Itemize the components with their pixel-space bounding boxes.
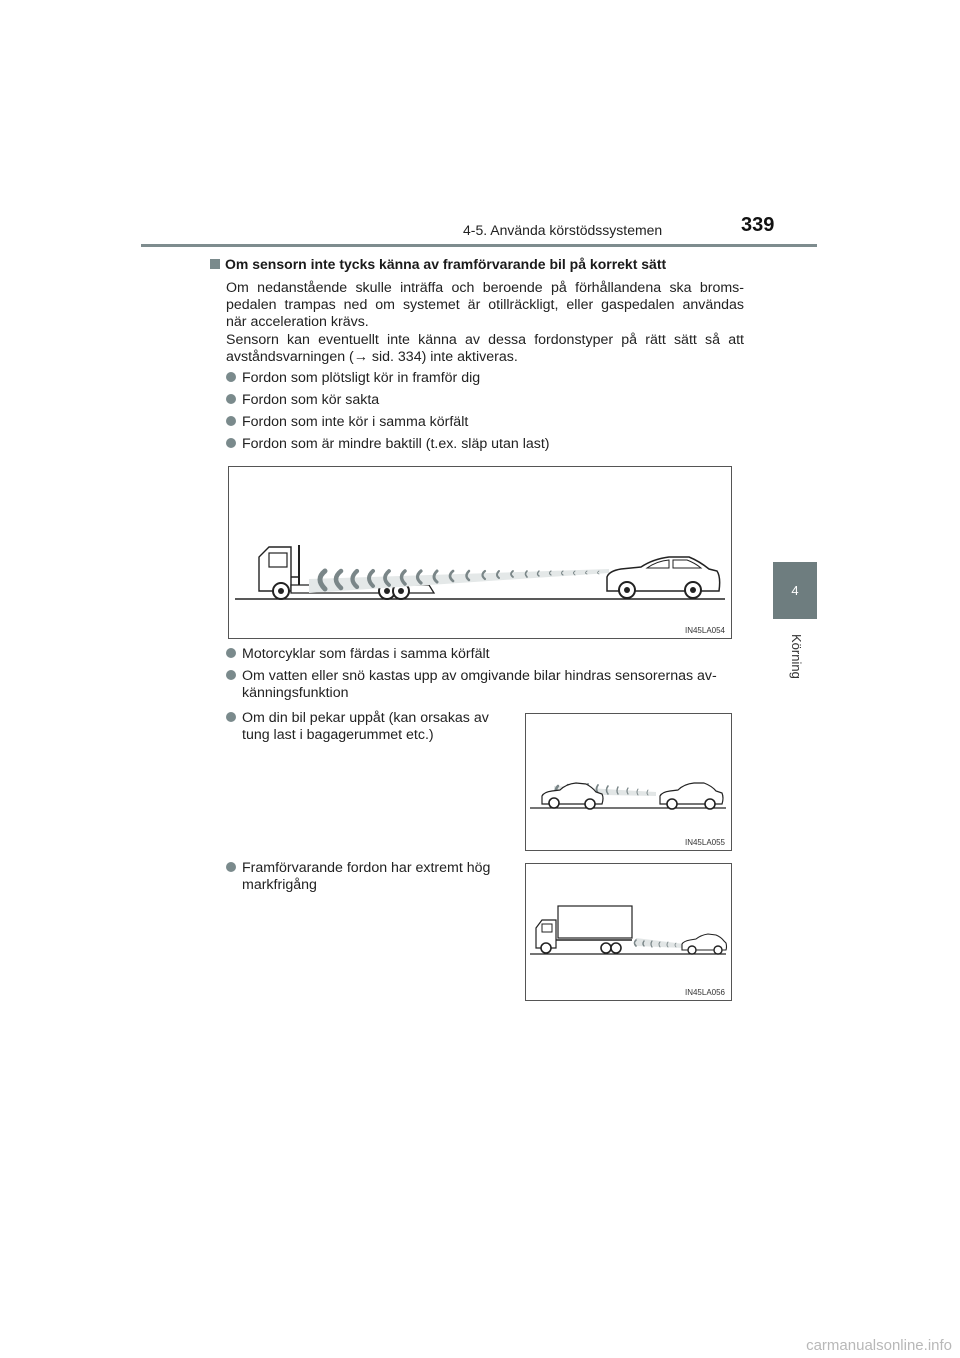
figure-trailer-illustration xyxy=(228,466,732,639)
running-header-section: 4-5. Använda körstödssystemen xyxy=(463,222,663,238)
trailer-sensor-illustration xyxy=(229,467,731,638)
intro-paragraph xyxy=(226,280,744,366)
figure-code: IN45LA056 xyxy=(684,988,725,997)
list-item: Motorcyklar som färdas i samma körfält xyxy=(226,646,490,663)
bullet-icon xyxy=(226,670,236,680)
bullet-icon xyxy=(226,648,236,658)
square-bullet-icon xyxy=(210,259,220,269)
bullet-icon xyxy=(226,416,236,426)
figure-code: IN45LA054 xyxy=(684,626,725,635)
paragraph-line: Sensorn kan eventuellt inte känna av dessa fordonstyper på rätt sätt så att xyxy=(226,331,744,348)
figure-high-clearance-truck-illustration xyxy=(525,863,732,1001)
bullet-icon xyxy=(226,438,236,448)
list-item: Framförvarande fordon har extremt hög markfrigång xyxy=(226,860,526,894)
page-number: 339 xyxy=(741,214,775,236)
figure-pitched-car-illustration xyxy=(525,713,732,851)
pitched-car-illustration xyxy=(526,714,731,850)
bullet-icon xyxy=(226,862,236,872)
chapter-tab: 4 xyxy=(773,562,817,619)
paragraph-line: när acceleration krävs. xyxy=(226,314,369,331)
section-heading xyxy=(210,256,770,272)
header-rule xyxy=(141,244,817,247)
chapter-label: Körning xyxy=(789,634,804,679)
list-item: Om din bil pekar uppåt (kan orsakas av tung last i bagagerummet etc.) xyxy=(226,710,526,744)
bullet-icon xyxy=(226,394,236,404)
watermark: carmanualsonline.info xyxy=(806,1337,952,1354)
list-item: Om vatten eller snö kastas upp av omgivande bilar hindras sensorernas av- känningsfunktion xyxy=(226,668,756,702)
paragraph-line: pedalen trampas ned om systemet är otillräckligt, eller gaspedalen användas xyxy=(226,297,744,314)
list-item: Fordon som kör sakta xyxy=(226,392,379,409)
list-item: Fordon som är mindre baktill (t.ex. släp utan last) xyxy=(226,436,550,453)
list-item: Fordon som inte kör i samma körfält xyxy=(226,414,468,431)
bullet-icon xyxy=(226,712,236,722)
section-heading-text: Om sensorn inte tycks känna av framförvarande bil på korrekt sätt xyxy=(225,256,667,272)
high-clearance-truck-illustration xyxy=(526,864,731,1000)
bullet-icon xyxy=(226,372,236,382)
list-item: Fordon som plötsligt kör in framför dig xyxy=(226,370,480,387)
figure-code: IN45LA055 xyxy=(684,838,725,847)
paragraph-line: avståndsvarningen (→ sid. 334) inte aktiveras. xyxy=(226,348,518,365)
paragraph-line: Om nedanstående skulle inträffa och beroende på förhållandena ska broms- xyxy=(226,280,744,296)
